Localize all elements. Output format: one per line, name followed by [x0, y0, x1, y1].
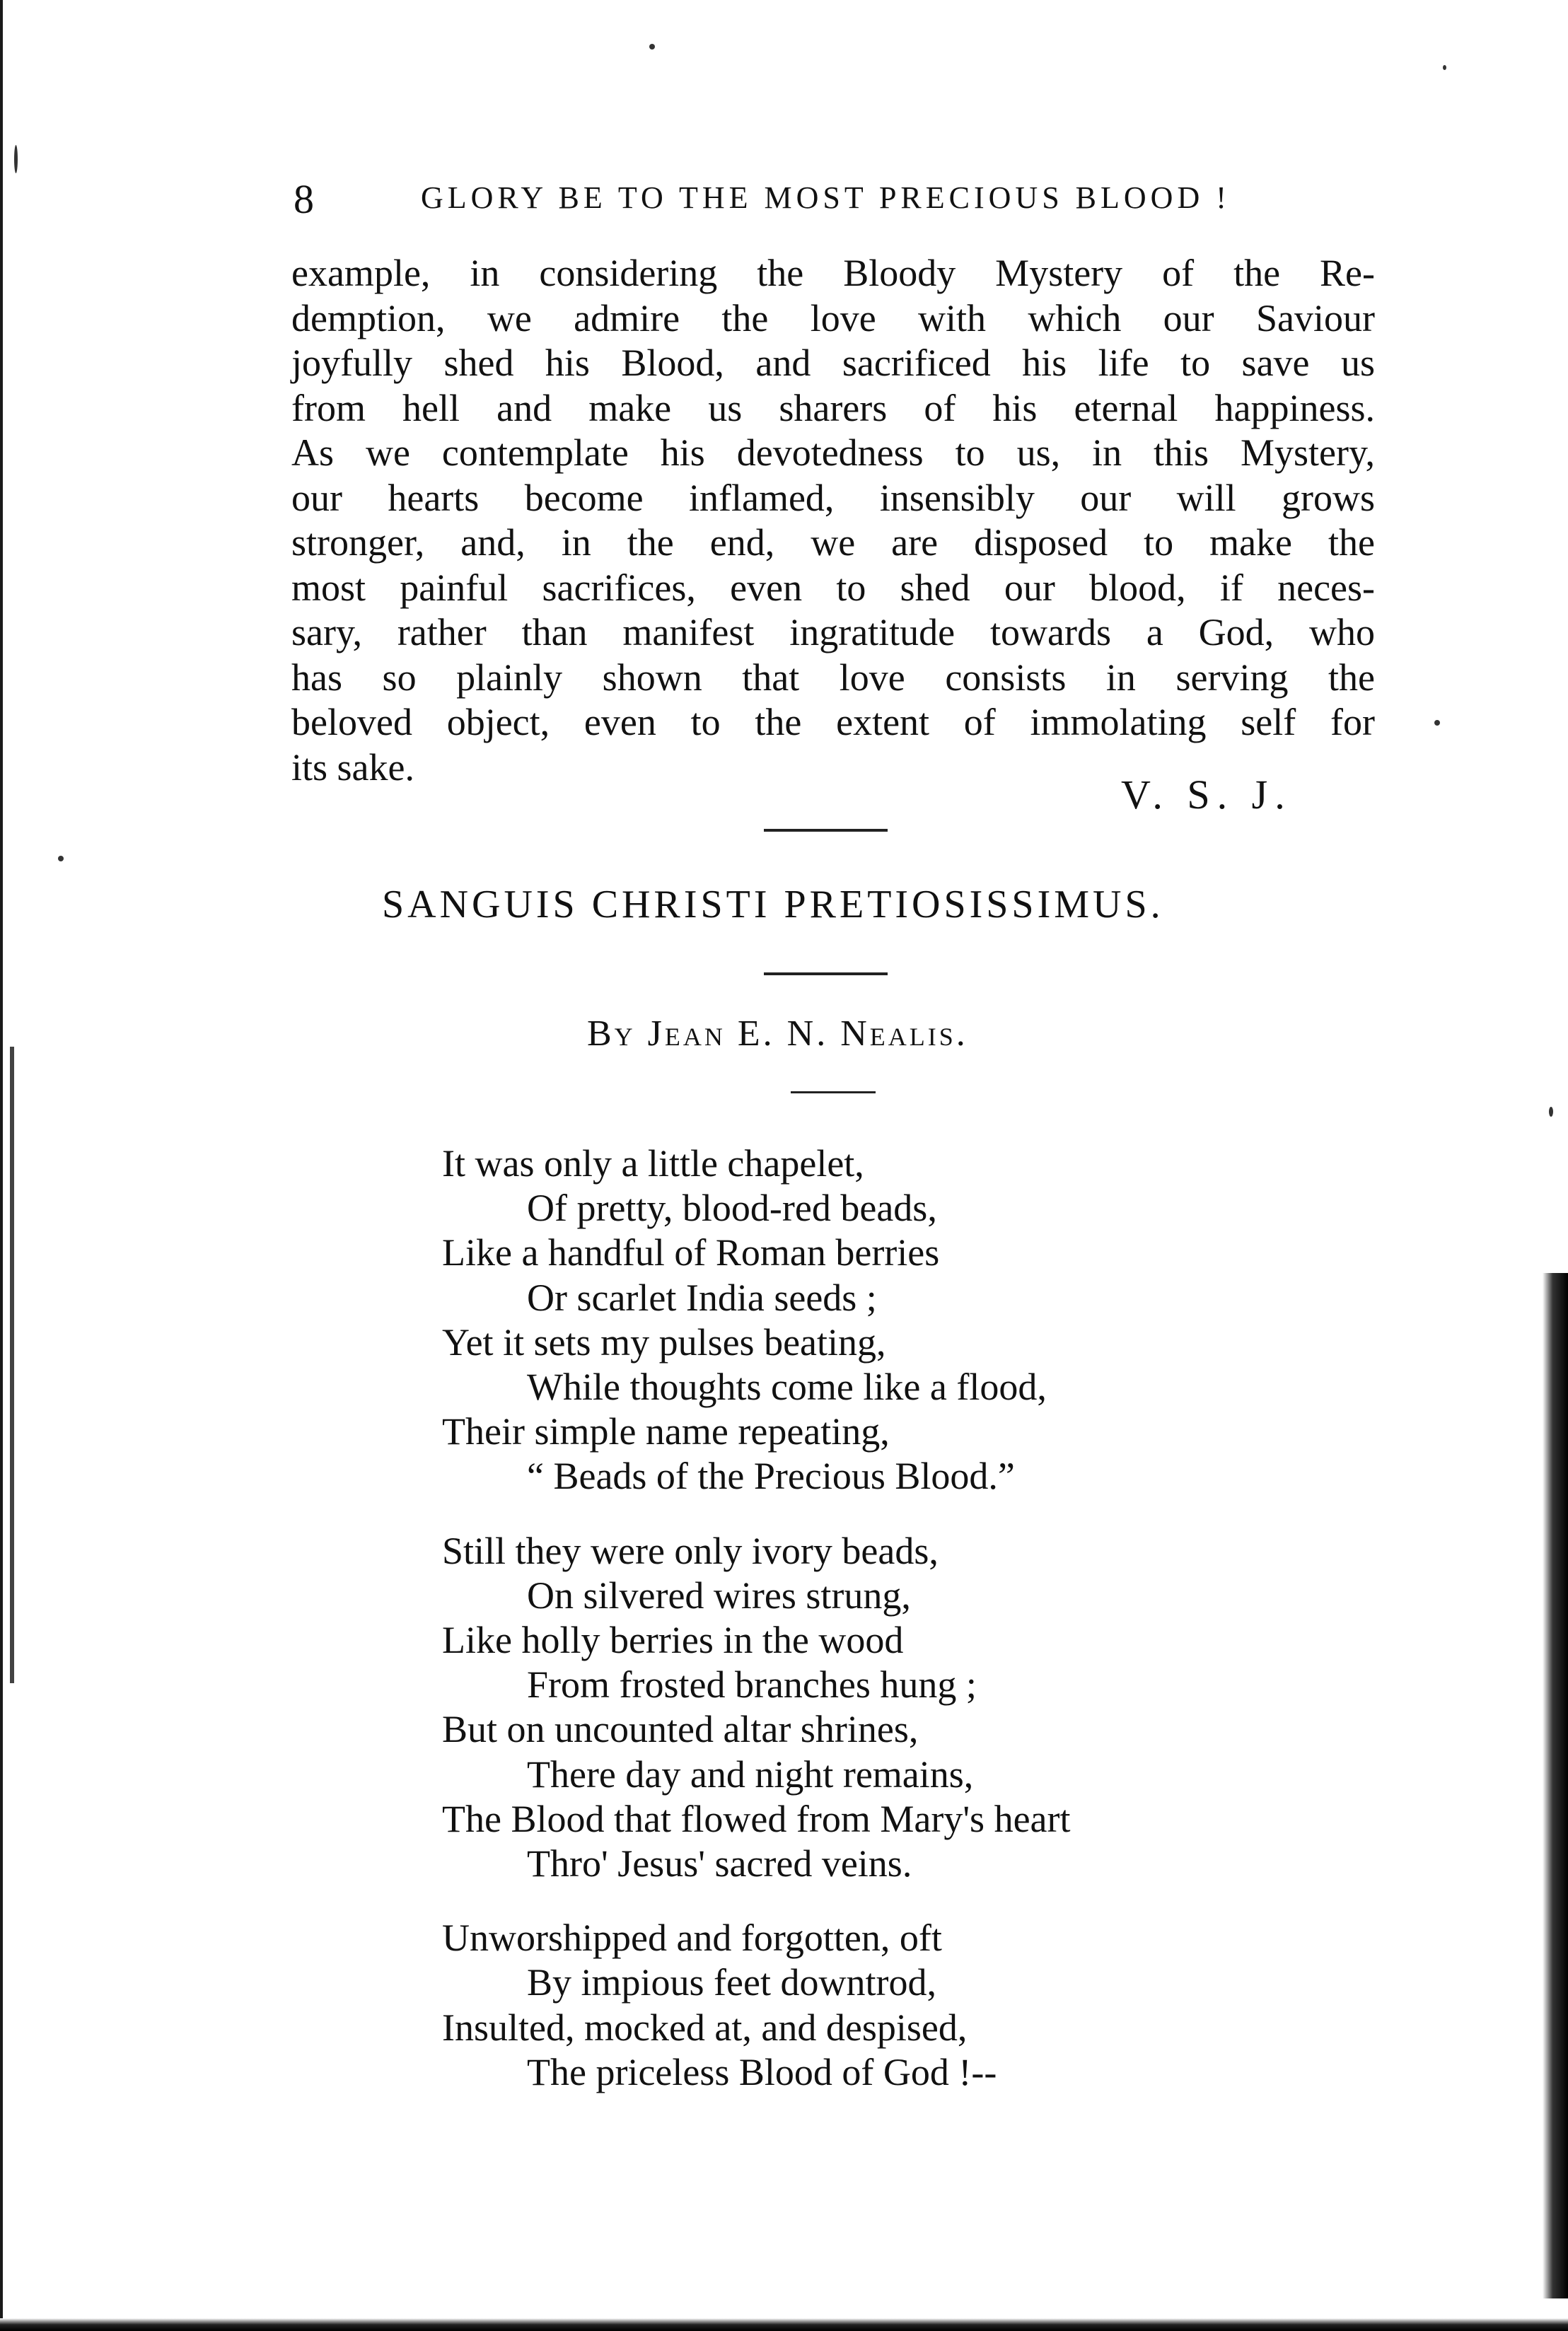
running-head — [294, 175, 1284, 225]
poem-line: On silvered wires strung, — [527, 1574, 911, 1617]
poem-line: There day and night remains, — [527, 1752, 974, 1796]
title-divider — [764, 972, 888, 975]
poem-line: It was only a little chapelet, — [442, 1142, 864, 1185]
poem-line: Thro' Jesus' sacred veins. — [527, 1842, 912, 1885]
prose-line: As we contemplate his devotedness to us, in this Mystery, — [291, 431, 1375, 474]
poem-line: Still they were only ivory beads, — [442, 1529, 939, 1572]
poem-line: Yet it sets my pulses beating, — [442, 1320, 886, 1364]
poem-line: “ Beads of the Precious Blood.” — [527, 1455, 1015, 1498]
prose-line: demption, we admire the love with which our Saviour — [291, 296, 1375, 339]
running-title: GLORY BE TO THE MOST PRECIOUS BLOOD ! — [421, 180, 1231, 215]
poem-stanza — [442, 1529, 1361, 1887]
scan-edge-right — [1543, 1273, 1568, 2298]
poem-line: By impious feet downtrod, — [527, 1961, 936, 2004]
poem-line: The Blood that flowed from Mary's heart — [442, 1797, 1071, 1840]
poem-line: But on uncounted altar shrines, — [442, 1708, 919, 1751]
prose-line: our hearts become inflamed, insensibly our will grows — [291, 476, 1375, 519]
poem-line: The priceless Blood of God !-- — [527, 2050, 997, 2093]
poem-line: Unworshipped and forgotten, oft — [442, 1917, 942, 1960]
scan-speck — [1434, 720, 1440, 726]
prose-line: most painful sacrifices, even to shed our blood, if neces- — [291, 566, 1375, 609]
scan-edge-left — [0, 0, 3, 2331]
scan-edge-bottom — [0, 2318, 1568, 2331]
prose-line: example, in considering the Bloody Mystery of the Re- — [291, 252, 1375, 294]
prose-line: has so plainly shown that love consists in serving the — [291, 656, 1375, 699]
prose-paragraph — [291, 251, 1375, 790]
byline-divider — [791, 1091, 876, 1093]
prose-line: joyfully shed his Blood, and sacrificed his life to save us — [291, 342, 1375, 384]
prose-line: sary, rather than manifest ingratitude towards a God, who — [291, 611, 1375, 653]
poem-body — [442, 1141, 1361, 2124]
poem-stanza — [442, 1916, 1361, 2095]
poem-line: Like a handful of Roman berries — [442, 1231, 940, 1274]
poem-line: Of pretty, blood-red beads, — [527, 1187, 937, 1230]
scan-speck — [649, 44, 655, 50]
signature: V. S. J. — [1121, 772, 1292, 818]
poem-line: Or scarlet India seeds ; — [527, 1276, 877, 1319]
poem-line: From frosted branches hung ; — [527, 1663, 977, 1707]
scan-speck — [58, 856, 64, 861]
poem-line: Like holly berries in the wood — [442, 1619, 904, 1662]
scan-speck — [1443, 65, 1446, 70]
poem-byline: By Jean E. N. Nealis. — [587, 1013, 968, 1054]
poem-stanza — [442, 1141, 1361, 1499]
poem-line: While thoughts come like a flood, — [527, 1366, 1047, 1409]
section-divider — [764, 829, 888, 832]
scan-speck — [14, 145, 18, 173]
poem-line: Insulted, mocked at, and despised, — [442, 2006, 968, 2049]
prose-line: from hell and make us sharers of his eternal happiness. — [291, 386, 1375, 429]
prose-line: its sake. — [291, 745, 414, 789]
page-number: 8 — [294, 176, 314, 222]
poem-title: SANGUIS CHRISTI PRETIOSISSIMUS. — [382, 883, 1164, 926]
scan-edge-left-shadow — [10, 1047, 14, 1683]
prose-line: beloved object, even to the extent of immolating self for — [291, 701, 1375, 743]
scan-speck — [1549, 1107, 1553, 1117]
prose-line: stronger, and, in the end, we are disposed to make the — [291, 521, 1375, 564]
poem-line: Their simple name repeating, — [442, 1410, 890, 1453]
